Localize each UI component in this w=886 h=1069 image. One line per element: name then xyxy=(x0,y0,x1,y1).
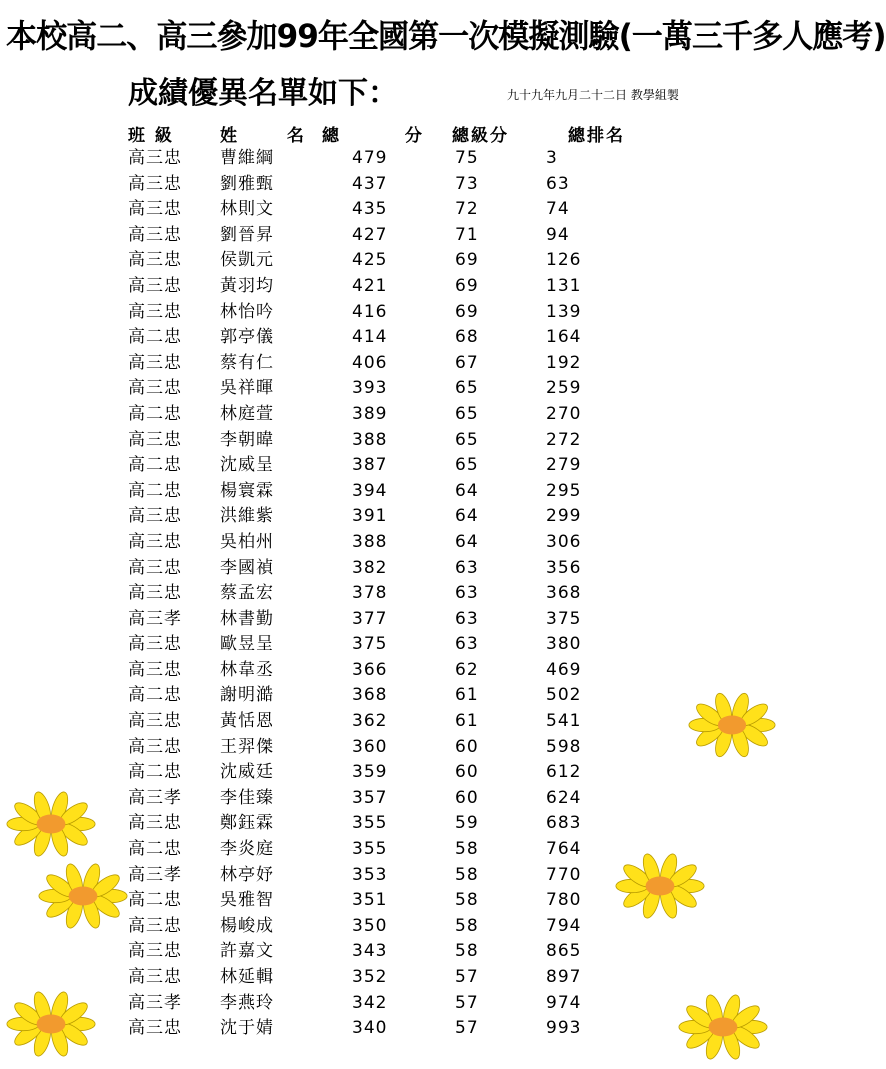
cell-level: 61 xyxy=(455,685,479,706)
cell-class: 高三忠 xyxy=(128,583,182,604)
cell-class: 高二忠 xyxy=(128,480,182,501)
cell-name: 蔡有仁 xyxy=(220,352,274,373)
cell-level: 64 xyxy=(455,506,479,527)
cell-name: 黃恬恩 xyxy=(220,711,274,732)
cell-rank: 598 xyxy=(546,736,582,757)
sunflower-icon xyxy=(6,996,96,1052)
cell-level: 57 xyxy=(455,967,479,987)
cell-class: 高三忠 xyxy=(128,352,182,373)
cell-class: 高三忠 xyxy=(128,199,182,220)
cell-rank: 279 xyxy=(546,455,582,476)
cell-total: 368 xyxy=(352,685,388,706)
cell-rank: 612 xyxy=(546,762,582,783)
cell-total: 353 xyxy=(352,864,388,885)
cell-total: 435 xyxy=(352,199,388,220)
cell-name: 劉雅甄 xyxy=(220,173,274,194)
cell-rank: 164 xyxy=(546,327,582,348)
table-row xyxy=(0,376,777,402)
cell-level: 63 xyxy=(455,557,479,578)
cell-rank: 139 xyxy=(546,301,582,322)
cell-name: 郭亭儀 xyxy=(220,327,274,348)
table-row xyxy=(0,965,777,991)
cell-total: 359 xyxy=(352,762,388,783)
cell-level: 68 xyxy=(455,327,479,348)
cell-level: 63 xyxy=(455,583,479,604)
cell-level: 72 xyxy=(455,199,479,220)
cell-total: 389 xyxy=(352,403,388,424)
table-row xyxy=(0,300,777,326)
cell-total: 375 xyxy=(352,634,388,655)
cell-rank: 272 xyxy=(546,429,582,450)
cell-name: 吳柏州 xyxy=(220,531,274,552)
table-row xyxy=(0,325,777,351)
cell-class: 高三忠 xyxy=(128,813,182,834)
cell-name: 李國禎 xyxy=(220,557,274,578)
cell-total: 342 xyxy=(352,992,388,1013)
cell-rank: 375 xyxy=(546,608,582,629)
cell-class: 高二忠 xyxy=(128,890,182,911)
cell-total: 406 xyxy=(352,352,388,373)
column-header-class: 班 級 xyxy=(128,126,174,146)
table-row xyxy=(0,939,777,965)
cell-rank: 770 xyxy=(546,864,582,885)
cell-class: 高三忠 xyxy=(128,301,182,322)
table-header xyxy=(0,119,777,146)
cell-rank: 259 xyxy=(546,378,582,399)
page-subtitle: 成績優異名單如下： xyxy=(128,76,398,111)
cell-rank: 993 xyxy=(546,1018,582,1039)
cell-class: 高三忠 xyxy=(128,378,182,399)
cell-rank: 126 xyxy=(546,250,582,271)
cell-name: 沈于婧 xyxy=(220,1018,274,1039)
cell-class: 高三忠 xyxy=(128,1018,182,1039)
cell-level: 62 xyxy=(455,659,479,680)
cell-rank: 780 xyxy=(546,890,582,911)
sunflower-icon xyxy=(615,858,705,914)
cell-level: 65 xyxy=(455,378,479,399)
cell-level: 73 xyxy=(455,173,479,194)
cell-class: 高二忠 xyxy=(128,403,182,424)
cell-class: 高三忠 xyxy=(128,275,182,296)
cell-rank: 469 xyxy=(546,659,582,680)
cell-class: 高三忠 xyxy=(128,736,182,757)
cell-name: 黃羽均 xyxy=(220,275,274,296)
table-row xyxy=(0,991,777,1017)
cell-name: 侯凱元 xyxy=(220,250,274,271)
cell-total: 414 xyxy=(352,327,388,348)
table-row xyxy=(0,760,777,786)
cell-name: 蔡孟宏 xyxy=(220,583,274,604)
cell-class: 高三忠 xyxy=(128,659,182,680)
cell-class: 高二忠 xyxy=(128,327,182,348)
cell-name: 李朝暐 xyxy=(220,429,274,450)
cell-rank: 306 xyxy=(546,531,582,552)
cell-level: 63 xyxy=(455,608,479,629)
cell-name: 林庭萱 xyxy=(220,403,274,424)
cell-total: 355 xyxy=(352,813,388,834)
cell-rank: 299 xyxy=(546,506,582,527)
cell-rank: 683 xyxy=(546,813,582,834)
cell-total: 357 xyxy=(352,787,388,808)
cell-level: 60 xyxy=(455,736,479,757)
cell-rank: 624 xyxy=(546,787,582,808)
cell-total: 393 xyxy=(352,378,388,399)
cell-level: 64 xyxy=(455,480,479,501)
sunflower-icon xyxy=(6,796,96,852)
table-row xyxy=(0,172,777,198)
cell-rank: 974 xyxy=(546,992,582,1013)
cell-total: 421 xyxy=(352,275,388,296)
column-header-name: 姓 名 xyxy=(220,126,326,146)
cell-level: 61 xyxy=(455,711,479,732)
cell-class: 高三忠 xyxy=(128,148,182,168)
cell-total: 343 xyxy=(352,941,388,962)
cell-class: 高三忠 xyxy=(128,429,182,450)
cell-level: 65 xyxy=(455,403,479,424)
cell-total: 378 xyxy=(352,583,388,604)
cell-name: 許嘉文 xyxy=(220,941,274,962)
cell-total: 377 xyxy=(352,608,388,629)
cell-level: 69 xyxy=(455,275,479,296)
cell-name: 洪維紫 xyxy=(220,506,274,527)
cell-total: 360 xyxy=(352,736,388,757)
cell-level: 65 xyxy=(455,455,479,476)
cell-class: 高三忠 xyxy=(128,250,182,271)
cell-total: 362 xyxy=(352,711,388,732)
cell-total: 366 xyxy=(352,659,388,680)
table-row xyxy=(0,504,777,530)
cell-total: 479 xyxy=(352,148,388,168)
cell-name: 沈威廷 xyxy=(220,762,274,783)
cell-rank: 131 xyxy=(546,275,582,296)
table-row xyxy=(0,530,777,556)
cell-name: 沈威呈 xyxy=(220,455,274,476)
table-row xyxy=(0,223,777,249)
cell-rank: 192 xyxy=(546,352,582,373)
cell-level: 58 xyxy=(455,864,479,885)
column-header-total: 總 分 xyxy=(322,126,452,146)
cell-name: 林韋丞 xyxy=(220,659,274,680)
cell-class: 高三忠 xyxy=(128,173,182,194)
table-row xyxy=(0,453,777,479)
cell-level: 58 xyxy=(455,839,479,860)
cell-class: 高三忠 xyxy=(128,967,182,987)
cell-class: 高二忠 xyxy=(128,762,182,783)
cell-total: 388 xyxy=(352,429,388,450)
table-row xyxy=(0,402,777,428)
cell-level: 69 xyxy=(455,301,479,322)
table-row xyxy=(0,811,777,837)
cell-class: 高二忠 xyxy=(128,839,182,860)
cell-rank: 794 xyxy=(546,915,582,936)
cell-level: 58 xyxy=(455,941,479,962)
cell-class: 高三忠 xyxy=(128,224,182,245)
cell-level: 75 xyxy=(455,148,479,168)
cell-class: 高三孝 xyxy=(128,608,182,629)
cell-name: 曹維綱 xyxy=(220,148,274,168)
cell-name: 劉晉昇 xyxy=(220,224,274,245)
cell-rank: 94 xyxy=(546,224,570,245)
table-row xyxy=(0,1016,777,1042)
cell-name: 李佳臻 xyxy=(220,787,274,808)
cell-name: 歐昱呈 xyxy=(220,634,274,655)
table-row xyxy=(0,658,777,684)
sunflower-icon xyxy=(688,697,776,753)
cell-class: 高三孝 xyxy=(128,864,182,885)
cell-total: 351 xyxy=(352,890,388,911)
cell-total: 437 xyxy=(352,173,388,194)
cell-rank: 541 xyxy=(546,711,582,732)
column-header-rank: 總排名 xyxy=(568,126,625,146)
cell-total: 387 xyxy=(352,455,388,476)
table-row xyxy=(0,683,777,709)
cell-rank: 295 xyxy=(546,480,582,501)
cell-rank: 356 xyxy=(546,557,582,578)
cell-rank: 502 xyxy=(546,685,582,706)
cell-total: 425 xyxy=(352,250,388,271)
cell-name: 李炎庭 xyxy=(220,839,274,860)
cell-level: 63 xyxy=(455,634,479,655)
cell-name: 林延輯 xyxy=(220,967,274,987)
cell-rank: 3 xyxy=(546,148,558,168)
cell-rank: 897 xyxy=(546,967,582,987)
cell-name: 林則文 xyxy=(220,199,274,220)
cell-name: 吳雅智 xyxy=(220,890,274,911)
cell-rank: 865 xyxy=(546,941,582,962)
cell-total: 427 xyxy=(352,224,388,245)
cell-level: 65 xyxy=(455,429,479,450)
sunflower-icon xyxy=(38,868,128,924)
table-row xyxy=(0,607,777,633)
cell-name: 楊寰霖 xyxy=(220,480,274,501)
cell-level: 58 xyxy=(455,915,479,936)
cell-class: 高二忠 xyxy=(128,455,182,476)
cell-name: 王羿傑 xyxy=(220,736,274,757)
cell-level: 59 xyxy=(455,813,479,834)
cell-rank: 74 xyxy=(546,199,570,220)
cell-name: 鄭鈺霖 xyxy=(220,813,274,834)
cell-total: 340 xyxy=(352,1018,388,1039)
cell-name: 林書勤 xyxy=(220,608,274,629)
cell-class: 高三忠 xyxy=(128,711,182,732)
table-row xyxy=(0,248,777,274)
cell-class: 高三忠 xyxy=(128,506,182,527)
cell-total: 355 xyxy=(352,839,388,860)
cell-total: 352 xyxy=(352,967,388,987)
table-row xyxy=(0,351,777,377)
cell-level: 57 xyxy=(455,992,479,1013)
table-row xyxy=(0,479,777,505)
cell-class: 高三孝 xyxy=(128,992,182,1013)
cell-level: 58 xyxy=(455,890,479,911)
cell-rank: 270 xyxy=(546,403,582,424)
table-row xyxy=(0,786,777,812)
cell-name: 楊峻成 xyxy=(220,915,274,936)
cell-total: 382 xyxy=(352,557,388,578)
cell-level: 57 xyxy=(455,1018,479,1039)
cell-name: 吳祥暉 xyxy=(220,378,274,399)
cell-class: 高二忠 xyxy=(128,685,182,706)
cell-total: 388 xyxy=(352,531,388,552)
cell-class: 高三忠 xyxy=(128,531,182,552)
cell-class: 高三忠 xyxy=(128,941,182,962)
cell-rank: 764 xyxy=(546,839,582,860)
table-row xyxy=(0,581,777,607)
cell-name: 謝明澔 xyxy=(220,685,274,706)
cell-level: 60 xyxy=(455,787,479,808)
cell-total: 350 xyxy=(352,915,388,936)
column-header-level: 總級分 xyxy=(452,126,509,146)
table-row xyxy=(0,709,777,735)
sunflower-icon xyxy=(678,999,768,1055)
cell-total: 394 xyxy=(352,480,388,501)
table-row xyxy=(0,146,777,172)
cell-total: 416 xyxy=(352,301,388,322)
cell-level: 64 xyxy=(455,531,479,552)
cell-total: 391 xyxy=(352,506,388,527)
table-row xyxy=(0,428,777,454)
cell-rank: 368 xyxy=(546,583,582,604)
cell-name: 李燕玲 xyxy=(220,992,274,1013)
cell-level: 69 xyxy=(455,250,479,271)
date-note: 九十九年九月二十二日 教學組製 xyxy=(507,88,679,102)
cell-rank: 63 xyxy=(546,173,570,194)
table-row xyxy=(0,197,777,223)
cell-level: 67 xyxy=(455,352,479,373)
cell-rank: 380 xyxy=(546,634,582,655)
table-row xyxy=(0,632,777,658)
table-row xyxy=(0,556,777,582)
cell-class: 高三孝 xyxy=(128,787,182,808)
cell-level: 71 xyxy=(455,224,479,245)
cell-class: 高三忠 xyxy=(128,915,182,936)
page-title: 本校高二、高三參加99年全國第一次模擬測驗(一萬三千多人應考) xyxy=(6,17,886,55)
cell-level: 60 xyxy=(455,762,479,783)
cell-name: 林怡吟 xyxy=(220,301,274,322)
cell-name: 林亭妤 xyxy=(220,864,274,885)
table-row xyxy=(0,735,777,761)
cell-class: 高三忠 xyxy=(128,634,182,655)
table-row xyxy=(0,274,777,300)
cell-class: 高三忠 xyxy=(128,557,182,578)
